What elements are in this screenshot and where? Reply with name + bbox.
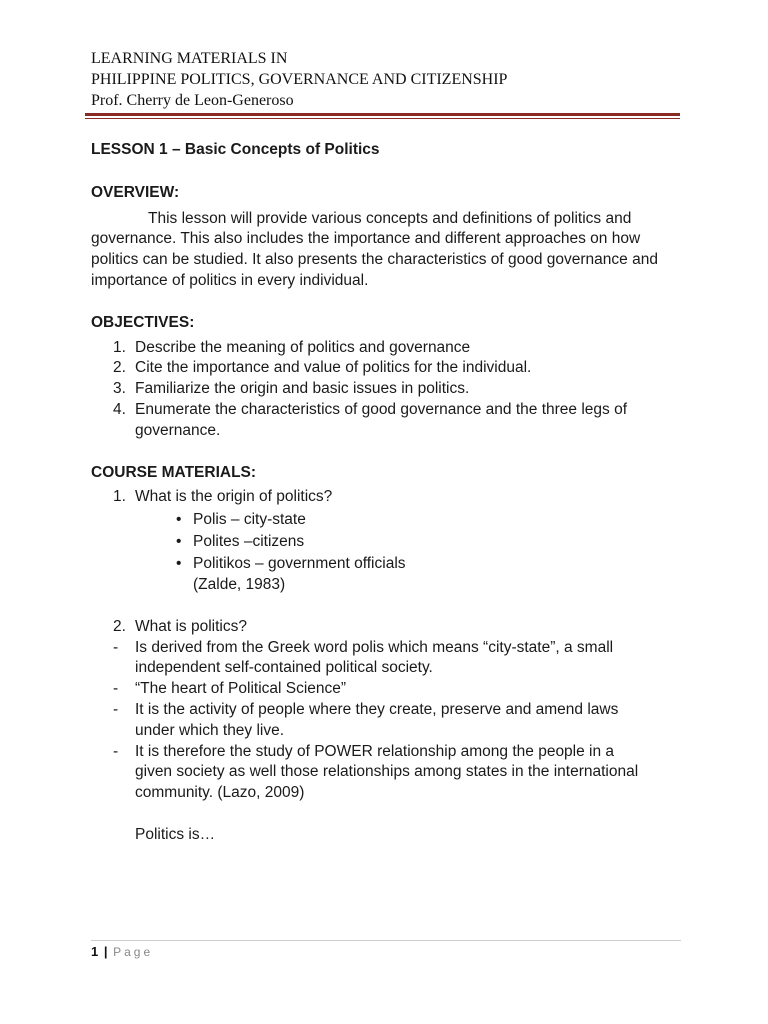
dash-icon: - — [113, 680, 119, 698]
citation: (Zalde, 1983) — [193, 576, 286, 594]
bullet-item — [135, 532, 680, 553]
dash-item — [91, 742, 655, 804]
bullet-icon: • — [176, 510, 182, 528]
objective-item — [91, 379, 680, 400]
origin-bullet-list — [135, 510, 680, 596]
dash-icon: - — [113, 701, 119, 719]
objective-item — [91, 358, 680, 379]
question-number: 2. — [113, 617, 126, 635]
bullet-item — [135, 554, 680, 596]
bullet-icon: • — [176, 532, 182, 550]
header-line-2: PHILIPPINE POLITICS, GOVERNANCE AND CITIZENSHIP — [91, 71, 508, 88]
overview-text: This lesson will provide various concepts and definitions of politics and governance. This also includes the importance and different approaches on how politics can be studied. It also presents the characteristics of good governance and importance of politics in every individual. — [91, 209, 658, 289]
question-number: 1. — [113, 488, 126, 506]
bullet-text: Polites –citizens — [193, 532, 305, 550]
header-author: Prof. Cherry de Leon-Generoso — [91, 92, 294, 109]
objective-text: Enumerate the characteristics of good governance and the three legs of governance. — [135, 400, 627, 439]
objective-text: Familiarize the origin and basic issues in politics. — [135, 380, 470, 398]
spacer — [91, 292, 691, 313]
page-label: Page — [113, 945, 154, 959]
bullet-item — [135, 510, 680, 531]
dash-text: It is therefore the study of POWER relationship among the people in a given society as well those relationships among states in the international community. (Lazo, 2009) — [135, 742, 639, 802]
bullet-text: Polis – city-state — [193, 510, 306, 528]
dash-icon: - — [113, 742, 119, 760]
question-text: What is politics? — [135, 617, 247, 635]
bullet-icon: • — [176, 555, 182, 573]
dash-item — [91, 679, 655, 700]
objectives-list — [91, 338, 691, 442]
trailing-text: Politics is… — [135, 826, 216, 844]
course-materials-list — [91, 487, 691, 845]
header-rule-thin — [85, 118, 680, 119]
objective-number: 2. — [113, 359, 126, 377]
dash-text: Is derived from the Greek word polis which means “city-state”, a small independent self-contained political society. — [135, 638, 614, 677]
footer-rule — [91, 940, 681, 941]
objective-number: 4. — [113, 400, 126, 418]
page-footer — [91, 944, 153, 959]
header-line-1: LEARNING MATERIALS IN — [91, 50, 288, 67]
footer-separator: | — [103, 944, 108, 959]
course-materials-heading: COURSE MATERIALS: — [91, 463, 257, 481]
overview-heading: OVERVIEW: — [91, 183, 180, 201]
objective-text: Describe the meaning of politics and governance — [135, 338, 471, 356]
dash-item — [91, 638, 655, 680]
dash-icon: - — [113, 638, 119, 656]
lesson-title: LESSON 1 – Basic Concepts of Politics — [91, 141, 380, 158]
document-header — [91, 48, 507, 111]
objective-text: Cite the importance and value of politics for the individual. — [135, 359, 532, 377]
question-text: What is the origin of politics? — [135, 488, 333, 506]
page-number: 1 — [91, 944, 99, 959]
objective-item — [91, 400, 680, 442]
dash-text: It is the activity of people where they create, preserve and amend laws under which they live. — [135, 701, 619, 739]
header-rule-thick — [85, 113, 680, 116]
document-body — [91, 140, 691, 846]
question-item — [91, 487, 680, 595]
spacer — [91, 442, 691, 463]
objective-number: 1. — [113, 338, 126, 356]
dash-item — [91, 700, 655, 742]
dash-text: “The heart of Political Science” — [135, 680, 347, 698]
bullet-text: Politikos – government officials — [193, 555, 406, 573]
politics-definition-list — [91, 638, 680, 804]
objectives-heading: OBJECTIVES: — [91, 313, 195, 331]
objective-number: 3. — [113, 380, 126, 398]
question-item — [91, 617, 680, 846]
objective-item — [91, 338, 680, 359]
